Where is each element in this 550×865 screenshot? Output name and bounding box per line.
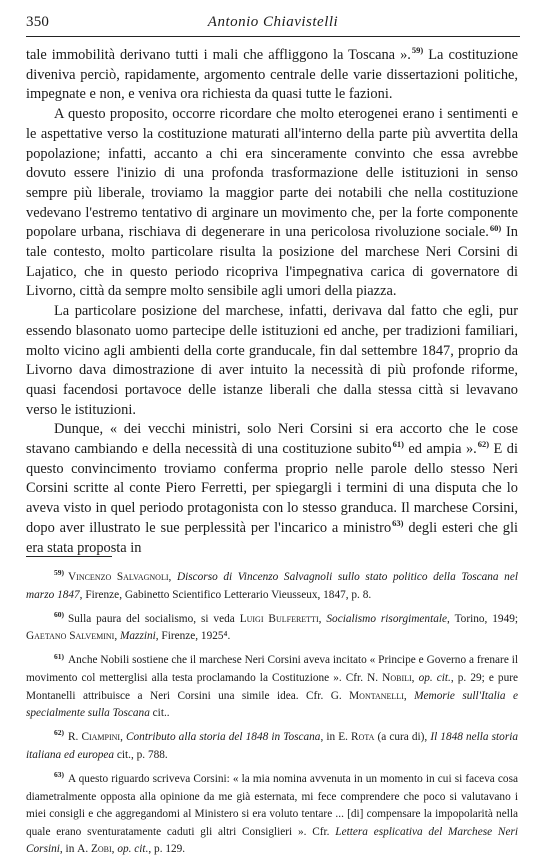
footnote-reference: 62) <box>477 439 490 450</box>
text-run: Anche Nobili sostiene che il marchese Neri Corsini aveva incitato « Principe e Governo a frenare il movimento col metterglisi alla testa proclamando la Costituzione ». Cfr. <box>26 654 518 684</box>
italic-title: Memorie sull'Italia e specialmente sulla Toscana <box>26 689 518 720</box>
footnotes <box>26 569 518 865</box>
footnote-separator <box>26 556 112 557</box>
italic-title: Il 1848 nella storia italiana ed europea <box>26 731 519 761</box>
footnote <box>26 611 518 646</box>
footnote-number: 61) <box>54 651 64 661</box>
text-run: , p. 129. <box>148 843 186 856</box>
italic-title: Lettera esplicativa del Marchese Neri Corsini <box>26 825 518 856</box>
page-number: 350 <box>26 14 50 30</box>
text-run: ed ampia ». <box>403 441 477 458</box>
text-run: Dunque, « dei vecchi ministri, solo Neri Corsini si era accorto che le cose stavano cambiando e della necessità di una costituzione subito <box>26 421 518 458</box>
author-name: G. Montanelli <box>330 689 404 702</box>
footnote-number: 63) <box>54 770 64 780</box>
text-run: , Firenze, 1925⁴. <box>155 630 231 643</box>
text-run: E di questo convincimento troviamo conferma proprio nelle parole dello stesso Neri Corsini scritte al conte Piero Ferretti, per spiegargli i termini di una disputa che lo aveva visto in quel periodo protagonista con lo stesso granduca. Il marchese Corsini, dopo aver illustrato le sue perplessità per l'incarico a ministro <box>26 441 518 536</box>
footnote <box>26 729 518 764</box>
text-run: In tale contesto, molto particolare risulta la posizione del marchese Neri Corsini di Lajatico, che in questo periodo ricopriva l'impegnativa carica di governatore di Livorno, città da sempre molto sensibile agli umori della piazza. <box>26 224 518 300</box>
footnote-number: 62) <box>54 728 64 738</box>
footnote <box>26 771 518 859</box>
running-title: Antonio Chiavistelli <box>207 14 339 30</box>
footnote-number: 59) <box>54 568 64 578</box>
footnote-reference: 59) <box>411 45 424 56</box>
text-run: degli esteri che gli era stata proposta in <box>26 519 518 556</box>
footnote-number: 60) <box>54 609 64 619</box>
author-name: N. Nobili <box>367 671 412 684</box>
text-run: (a cura di), <box>374 731 431 744</box>
italic-title: Socialismo risorgimentale <box>326 612 448 625</box>
italic-title: op. cit. <box>418 671 451 684</box>
paragraph <box>26 105 518 302</box>
text-run: , in <box>59 843 78 856</box>
author-name: Vincenzo Salvagnoli <box>68 571 169 583</box>
text-run: , in <box>320 731 339 744</box>
footnote <box>26 569 518 604</box>
italic-title: Contributo alla storia del 1848 in Toscana <box>126 731 321 744</box>
text-run: , <box>411 671 419 684</box>
text-run: A questo proposito, occorre ricordare che molto eterogenei erano i sentimenti e le aspettative verso la costituzione maturati all'interno della parte più avvertita della popolazione; infatti, accanto a chi era sinceramente convinto che essa avrebbe dovuto essere l'inizio di una profonda trasformazione delle istituzioni in senso sempre più liberale, troviamo la maggior parte dei notabili che nella costituzione vedevano l'estremo tentativo di arginare un movimento che, per la forte componente popolare urbana, rischiava di degenerare in una pericolosa rivoluzione sociale. <box>26 106 518 241</box>
text-run: , <box>114 630 120 643</box>
paragraph <box>26 420 518 558</box>
italic-title: op. cit. <box>117 843 149 856</box>
footnote-reference: 61) <box>392 439 404 450</box>
text-run: , <box>403 689 415 702</box>
text-run: , p. 29; e pure Montanelli attribuisce a Neri Corsini una simile idea. Cfr. <box>26 671 518 702</box>
running-head <box>26 12 520 37</box>
footnote <box>26 652 518 722</box>
author-name: A. Zobi <box>77 843 112 856</box>
author-name: Gaetano Salvemini <box>26 630 115 643</box>
italic-title: Discorso di Vincenzo Salvagnoli sullo stato politico della Toscana nel marzo 1847 <box>26 571 518 601</box>
author-name: R. Ciampini <box>68 731 121 744</box>
text-run: , <box>318 612 327 625</box>
text-run: La particolare posizione del marchese, infatti, derivava dal fatto che egli, pur essendo blasonato uomo partecipe delle istituzioni ed anche, per tradizioni familiari, molto vicino agli ambienti della corte granducale, fin dal settembre 1847, proprio da Livorno dava dimostrazione di aver intuito la necessità di più profonde riforme, quasi facendosi portavoce delle istanze liberali che dalla stessa città si levavano verso le istituzioni. <box>26 303 518 418</box>
paragraph <box>26 302 518 420</box>
footnote-reference: 60) <box>489 222 502 233</box>
text-run: , <box>120 731 126 744</box>
text-run: Sulla paura del socialismo, si veda <box>68 612 240 625</box>
text-run: , <box>111 843 118 856</box>
text-run: La costituzione diveniva perciò, rapidamente, argomento centrale delle varie dissertazioni politiche, impegnate e non, e veniva ora richiesta da quasi tutte le fazioni. <box>26 47 518 103</box>
text-run: , <box>168 571 177 583</box>
italic-title: Mazzini <box>119 630 156 643</box>
author-name: E. Rota <box>338 731 375 744</box>
main-text <box>26 46 518 558</box>
text-run: tale immobilità derivano tutti i mali che affliggono la Toscana ». <box>26 47 411 63</box>
text-run: cit.. <box>149 707 170 720</box>
text-run: , Torino, 1949; <box>447 612 519 625</box>
footnote-reference: 63) <box>392 518 404 529</box>
text-run: A questo riguardo scriveva Corsini: « la mia nomina avvenuta in un momento in cui si faceva cosa diametralmente opposta alla opinione da me già esternata, mi fece comprendere che poco si valutavano i miei consigli e che aggregandomi al Ministero si era voluto tentare ... [di] compensare la impopolarità nella quale erano sventuratamente caduti gli altri Consiglieri ». Cfr. <box>26 772 518 838</box>
text-run: cit., p. 788. <box>114 748 168 761</box>
paragraph <box>26 46 518 105</box>
text-run: , Firenze, Gabinetto Scientifico Letterario Vieusseux, 1847, p. 8. <box>79 588 372 601</box>
author-name: Luigi Bulferetti <box>239 612 319 625</box>
